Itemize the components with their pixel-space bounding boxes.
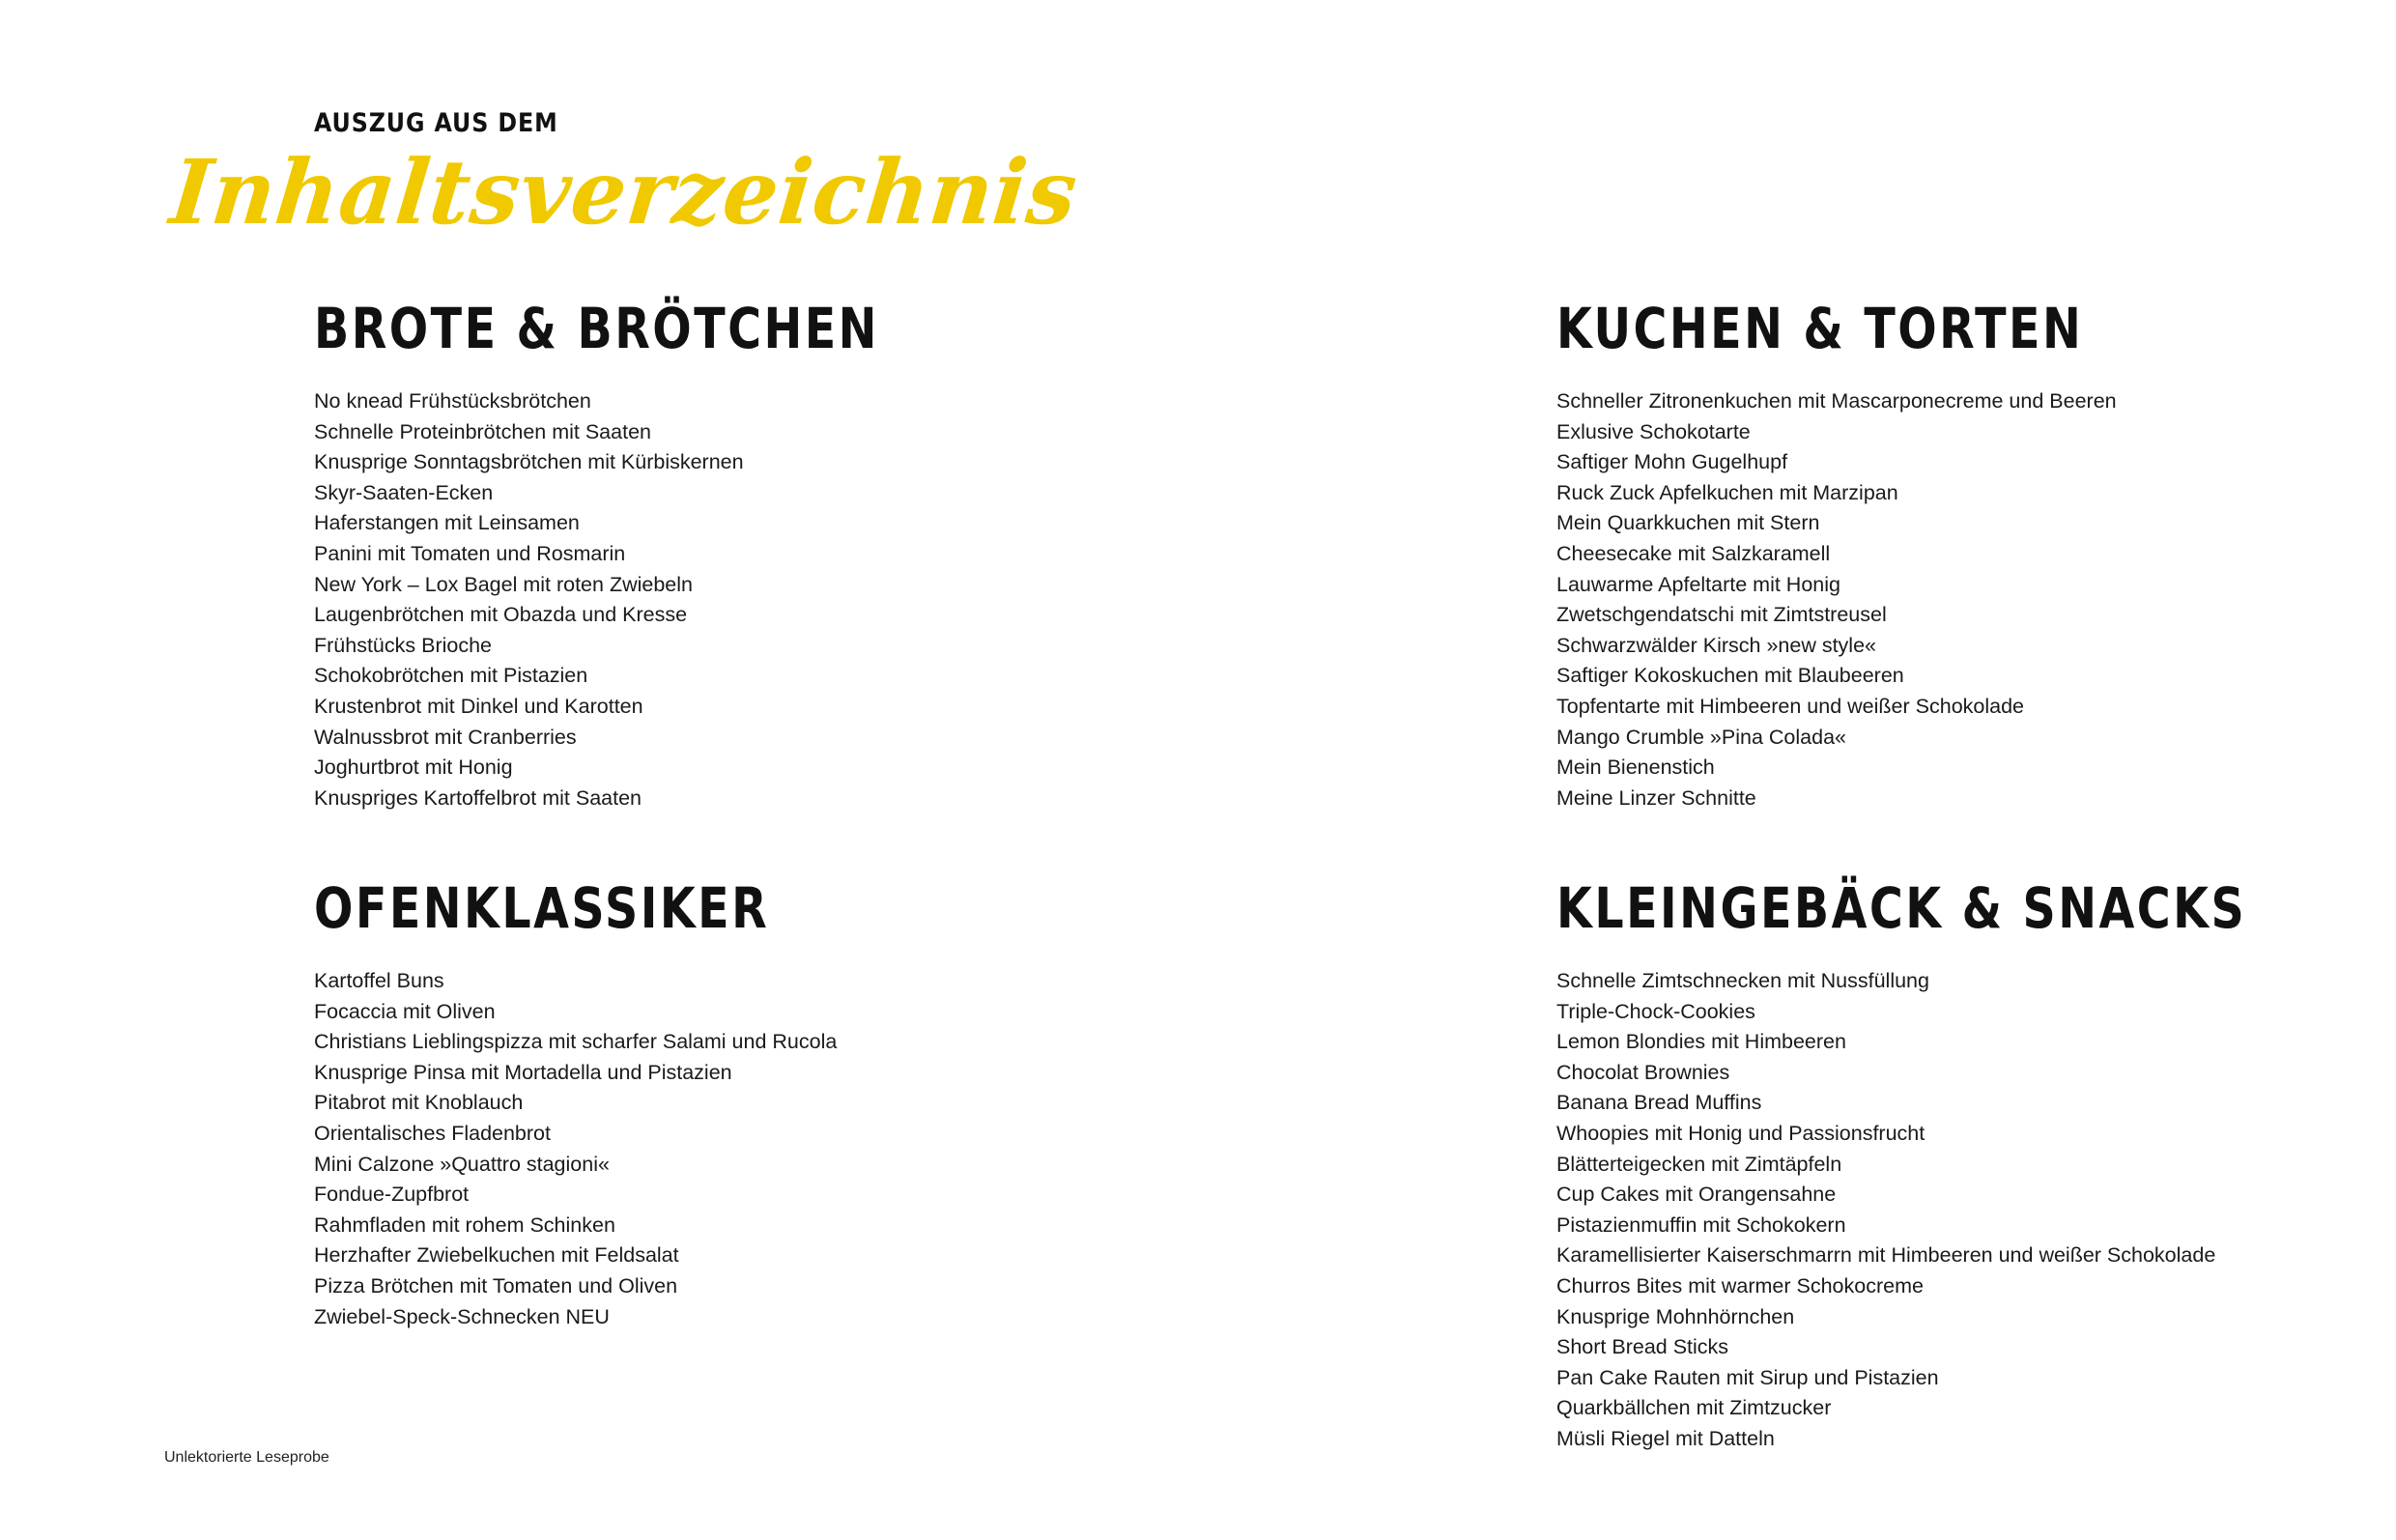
recipe-item: Schokobrötchen mit Pistazien	[314, 664, 588, 688]
section-title: KUCHEN & TORTEN	[1556, 296, 2084, 361]
recipe-item: Blätterteigecken mit Zimtäpfeln	[1556, 1152, 1842, 1176]
recipe-item: Zwetschgendatschi mit Zimtstreusel	[1556, 603, 1887, 627]
recipe-item: Schwarzwälder Kirsch »new style«	[1556, 633, 1876, 657]
recipe-item: Focaccia mit Oliven	[314, 999, 496, 1023]
toc-kicker: AUSZUG AUS DEM	[314, 108, 558, 138]
recipe-item: Pizza Brötchen mit Tomaten und Oliven	[314, 1273, 678, 1298]
recipe-item: Joghurtbrot mit Honig	[314, 756, 513, 780]
recipe-item: Mango Crumble »Pina Colada«	[1556, 725, 1846, 749]
footer-note: Unlektorierte Leseprobe	[164, 1449, 329, 1466]
section-title: KLEINGEBÄCK & SNACKS	[1556, 875, 2247, 941]
section-brote-broetchen	[314, 296, 1003, 810]
recipe-item: Lauwarme Apfeltarte mit Honig	[1556, 572, 1840, 596]
recipe-item: Saftiger Kokoskuchen mit Blaubeeren	[1556, 664, 1904, 688]
recipe-item: Knusprige Sonntagsbrötchen mit Kürbiskernen	[314, 450, 744, 474]
recipe-item: Christians Lieblingspizza mit scharfer Salami und Rucola	[314, 1030, 838, 1054]
recipe-item: Herzhafter Zwiebelkuchen mit Feldsalat	[314, 1243, 679, 1268]
recipe-list	[1556, 966, 2215, 1455]
recipe-item: Knusprige Mohnhörnchen	[1556, 1304, 1795, 1328]
recipe-item: Triple-Chock-Cookies	[1556, 999, 1755, 1023]
recipe-item: Pan Cake Rauten mit Sirup und Pistazien	[1556, 1365, 1939, 1389]
recipe-item: Cup Cakes mit Orangensahne	[1556, 1183, 1837, 1207]
recipe-item: Schnelle Zimtschnecken mit Nussfüllung	[1556, 969, 1929, 992]
recipe-item: Fondue-Zupfbrot	[314, 1183, 470, 1207]
toc-title: Inhaltsverzeichnis	[165, 140, 1083, 244]
recipe-item: Chocolat Brownies	[1556, 1060, 1730, 1084]
recipe-item: Lemon Blondies mit Himbeeren	[1556, 1030, 1846, 1054]
recipe-item: Mein Quarkkuchen mit Stern	[1556, 511, 1820, 535]
recipe-item: Meine Linzer Schnitte	[1556, 785, 1756, 810]
recipe-item: Walnussbrot mit Cranberries	[314, 725, 577, 749]
recipe-list	[1556, 386, 2117, 813]
recipe-item: Panini mit Tomaten und Rosmarin	[314, 541, 626, 565]
recipe-item: Quarkbällchen mit Zimtzucker	[1556, 1396, 1832, 1420]
recipe-item: Schneller Zitronenkuchen mit Mascarponecreme und Beeren	[1556, 389, 2117, 413]
recipe-item: Mein Bienenstich	[1556, 756, 1715, 780]
recipe-item: Skyr-Saaten-Ecken	[314, 480, 494, 504]
recipe-item: Frühstücks Brioche	[314, 633, 493, 657]
recipe-item: Orientalisches Fladenbrot	[314, 1121, 551, 1145]
section-kuchen-torten	[1556, 296, 2199, 810]
recipe-list	[314, 966, 837, 1332]
recipe-item: No knead Frühstücksbrötchen	[314, 389, 591, 413]
recipe-item: Ruck Zuck Apfelkuchen mit Marzipan	[1556, 480, 1898, 504]
recipe-item: Saftiger Mohn Gugelhupf	[1556, 450, 1788, 474]
recipe-item: Churros Bites mit warmer Schokocreme	[1556, 1273, 1924, 1298]
recipe-item: Pitabrot mit Knoblauch	[314, 1091, 524, 1115]
recipe-item: Kartoffel Buns	[314, 969, 444, 992]
recipe-item: Exlusive Schokotarte	[1556, 419, 1751, 443]
recipe-item: New York – Lox Bagel mit roten Zwiebeln	[314, 572, 693, 596]
section-title: BROTE & BRÖTCHEN	[314, 296, 879, 361]
recipe-item: Rahmfladen mit rohem Schinken	[314, 1212, 615, 1237]
recipe-item: Zwiebel-Speck-Schnecken NEU	[314, 1304, 610, 1328]
recipe-item: Topfentarte mit Himbeeren und weißer Schokolade	[1556, 694, 2025, 718]
recipe-item: Krustenbrot mit Dinkel und Karotten	[314, 694, 643, 718]
recipe-item: Haferstangen mit Leinsamen	[314, 511, 580, 535]
recipe-item: Short Bread Sticks	[1556, 1335, 1729, 1359]
recipe-item: Knuspriges Kartoffelbrot mit Saaten	[314, 785, 642, 810]
recipe-item: Schnelle Proteinbrötchen mit Saaten	[314, 419, 651, 443]
recipe-item: Laugenbrötchen mit Obazda und Kresse	[314, 603, 688, 627]
recipe-list	[314, 386, 744, 813]
section-kleingebaeck-snacks	[1556, 875, 2396, 1450]
recipe-item: Banana Bread Muffins	[1556, 1091, 1762, 1115]
section-ofenklassiker	[314, 875, 870, 1328]
recipe-item: Karamellisierter Kaiserschmarrn mit Himbeeren und weißer Schokolade	[1556, 1243, 2216, 1268]
recipe-item: Pistazienmuffin mit Schokokern	[1556, 1212, 1846, 1237]
recipe-item: Cheesecake mit Salzkaramell	[1556, 541, 1831, 565]
recipe-item: Müsli Riegel mit Datteln	[1556, 1426, 1775, 1450]
recipe-item: Mini Calzone »Quattro stagioni«	[314, 1152, 610, 1176]
recipe-item: Whoopies mit Honig und Passionsfrucht	[1556, 1121, 1925, 1145]
section-title: OFENKLASSIKER	[314, 875, 770, 941]
recipe-item: Knusprige Pinsa mit Mortadella und Pistazien	[314, 1060, 732, 1084]
